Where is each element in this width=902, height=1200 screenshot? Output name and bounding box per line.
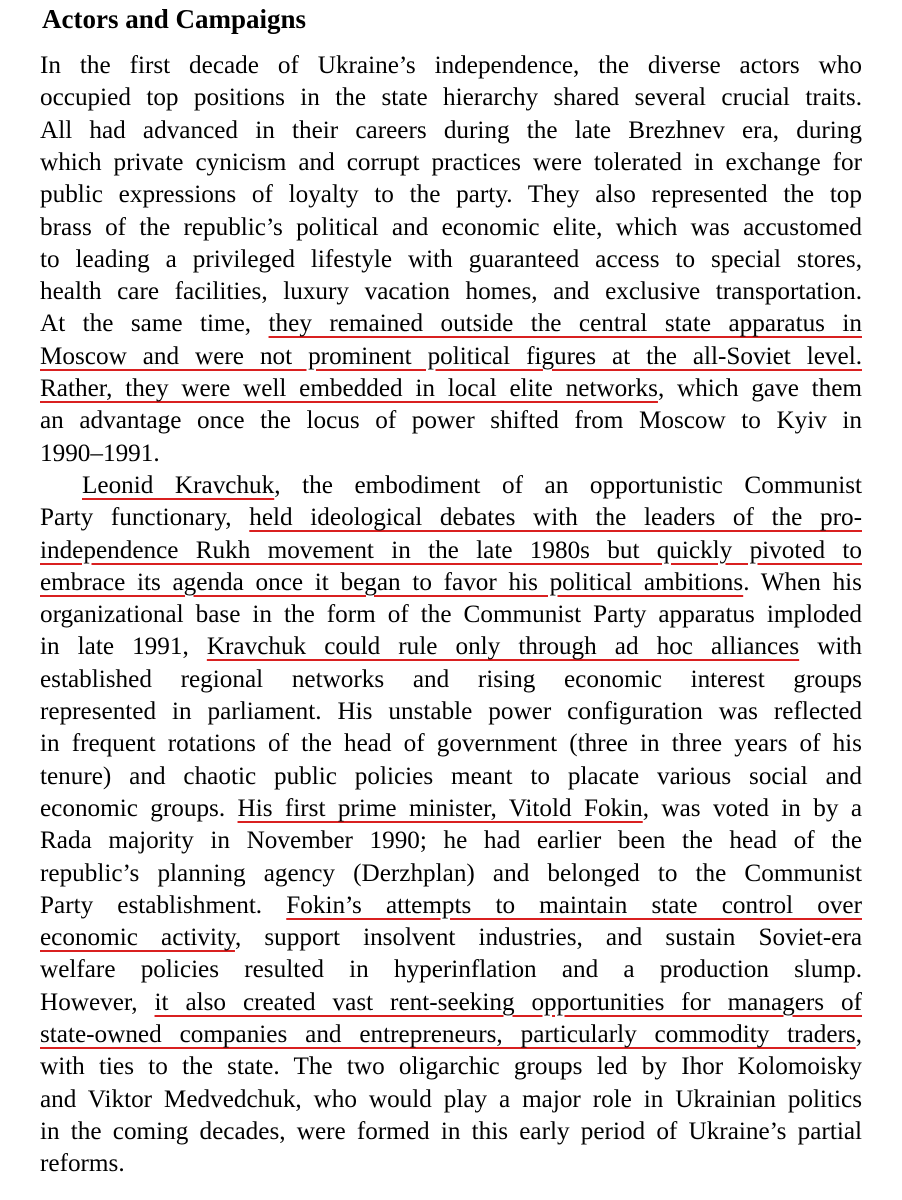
text-line xyxy=(40,728,862,760)
text-segment: , which gave them xyxy=(657,375,863,402)
text-line xyxy=(40,535,862,567)
underlined-phrase: His first prime minister, Vitold Fokin xyxy=(237,794,643,822)
underlined-phrase: they remained outside the central state apparatus in xyxy=(268,310,862,338)
underlined-phrase: Kravchuk could rule only through ad hoc alliances xyxy=(206,633,800,661)
text-segment: brass of the republic’s political and economic elite, which was accustomed xyxy=(40,213,862,241)
text-line xyxy=(40,405,862,437)
text-line xyxy=(40,954,862,986)
underlined-phrase: Leonid Kravchuk xyxy=(82,471,275,499)
text-line xyxy=(82,470,862,502)
text-segment: republic’s planning agency (Derzhplan) and belonged to the Communist xyxy=(40,859,862,887)
underlined-phrase: Fokin’s attempts to maintain state control over xyxy=(286,891,862,919)
text-line xyxy=(40,631,862,663)
text-line xyxy=(40,438,862,470)
text-segment: , the embodiment of an opportunistic Communist xyxy=(274,471,862,499)
text-segment: , was voted in by a xyxy=(642,794,863,822)
text-line xyxy=(40,502,862,534)
text-segment: established regional networks and rising economic interest groups xyxy=(40,665,862,693)
text-segment: All had advanced in their careers during the late Brezhnev era, during xyxy=(40,116,862,144)
text-segment: organizational base in the form of the Communist Party apparatus imploded xyxy=(40,601,862,629)
text-segment: , support insolvent industries, and sustain Soviet-era xyxy=(234,924,863,952)
text-line xyxy=(40,890,862,922)
text-segment: which private cynicism and corrupt practices were tolerated in exchange for xyxy=(40,148,862,176)
text-segment: health care facilities, luxury vacation homes, and exclusive transportation. xyxy=(40,278,862,306)
text-line xyxy=(40,115,862,147)
underlined-phrase: economic activity xyxy=(40,924,235,952)
text-segment: occupied top positions in the state hierarchy shared several crucial traits. xyxy=(40,84,862,112)
text-segment: in late 1991, xyxy=(40,633,207,661)
text-line xyxy=(40,1148,862,1180)
text-line xyxy=(40,987,862,1019)
text-line xyxy=(40,50,862,82)
text-segment: However, xyxy=(40,988,155,1016)
text-line xyxy=(40,276,862,308)
underlined-phrase: held ideological debates with the leaders of the pro- xyxy=(249,504,862,532)
underlined-phrase: Moscow and were not prominent political figures at the all-Soviet level. xyxy=(40,342,862,370)
text-segment: public expressions of loyalty to the party. They also represented the top xyxy=(40,181,862,209)
text-line xyxy=(40,1019,862,1051)
text-segment: Party establishment. xyxy=(40,891,287,919)
underlined-phrase: state-owned companies and entrepreneurs, particularly commodity traders xyxy=(40,1021,856,1048)
text-segment: Party functionary, xyxy=(40,504,250,532)
text-line xyxy=(40,341,862,373)
text-segment: In the first decade of Ukraine’s independence, the diverse actors who xyxy=(40,52,862,79)
text-line xyxy=(40,1116,862,1148)
text-line xyxy=(40,664,862,696)
text-line xyxy=(40,179,862,211)
text-segment: an advantage once the locus of power shifted from Moscow to Kyiv in xyxy=(40,407,862,435)
text-segment: represented in parliament. His unstable power configuration was reflected xyxy=(40,698,862,725)
text-segment: At the same time, xyxy=(40,310,269,338)
text-line xyxy=(40,922,862,954)
text-line xyxy=(40,373,862,405)
underlined-phrase: Rather, they were well embedded in local elite networks xyxy=(40,375,658,402)
text-line xyxy=(40,1051,862,1083)
text-line xyxy=(40,761,862,793)
text-segment: welfare policies resulted in hyperinflation and a production slump. xyxy=(40,956,862,984)
text-line xyxy=(40,567,862,599)
underlined-phrase: it also created vast rent-seeking opportunities for managers of xyxy=(154,988,862,1016)
text-segment: with ties to the state. The two oligarchic groups led by Ihor Kolomoisky xyxy=(40,1053,862,1081)
text-line xyxy=(40,1084,862,1116)
text-line xyxy=(40,793,862,825)
text-segment: 1990–1991. xyxy=(40,439,160,467)
underlined-phrase: embrace its agenda once it began to favor his political ambitions xyxy=(40,568,744,596)
text-segment: in the coming decades, were formed in this early period of Ukraine’s partial xyxy=(40,1117,862,1145)
text-line xyxy=(40,825,862,857)
text-line xyxy=(40,696,862,728)
text-segment: tenure) and chaotic public policies meant to placate various social and xyxy=(40,762,862,790)
text-line xyxy=(40,599,862,631)
text-segment: . When his xyxy=(743,568,862,596)
text-segment: in frequent rotations of the head of government (three in three years of his xyxy=(40,730,862,758)
text-segment: and Viktor Medvedchuk, who would play a major role in Ukrainian politics xyxy=(40,1085,862,1113)
text-segment: reforms. xyxy=(40,1150,125,1178)
text-line xyxy=(40,147,862,179)
underlined-phrase: independence Rukh movement in the late 1980s but quickly pivoted to xyxy=(40,536,862,564)
text-line xyxy=(40,82,862,114)
section-heading: Actors and Campaigns xyxy=(42,4,307,34)
text-line xyxy=(40,308,862,340)
text-segment: Rada majority in November 1990; he had earlier been the head of the xyxy=(40,827,862,855)
text-line xyxy=(40,858,862,890)
text-segment: with xyxy=(799,633,863,661)
text-line xyxy=(40,244,862,276)
text-segment: economic groups. xyxy=(40,794,238,822)
text-segment: , xyxy=(855,1021,862,1048)
text-line xyxy=(40,212,862,244)
text-segment: to leading a privileged lifestyle with guaranteed access to special stores, xyxy=(40,245,862,273)
